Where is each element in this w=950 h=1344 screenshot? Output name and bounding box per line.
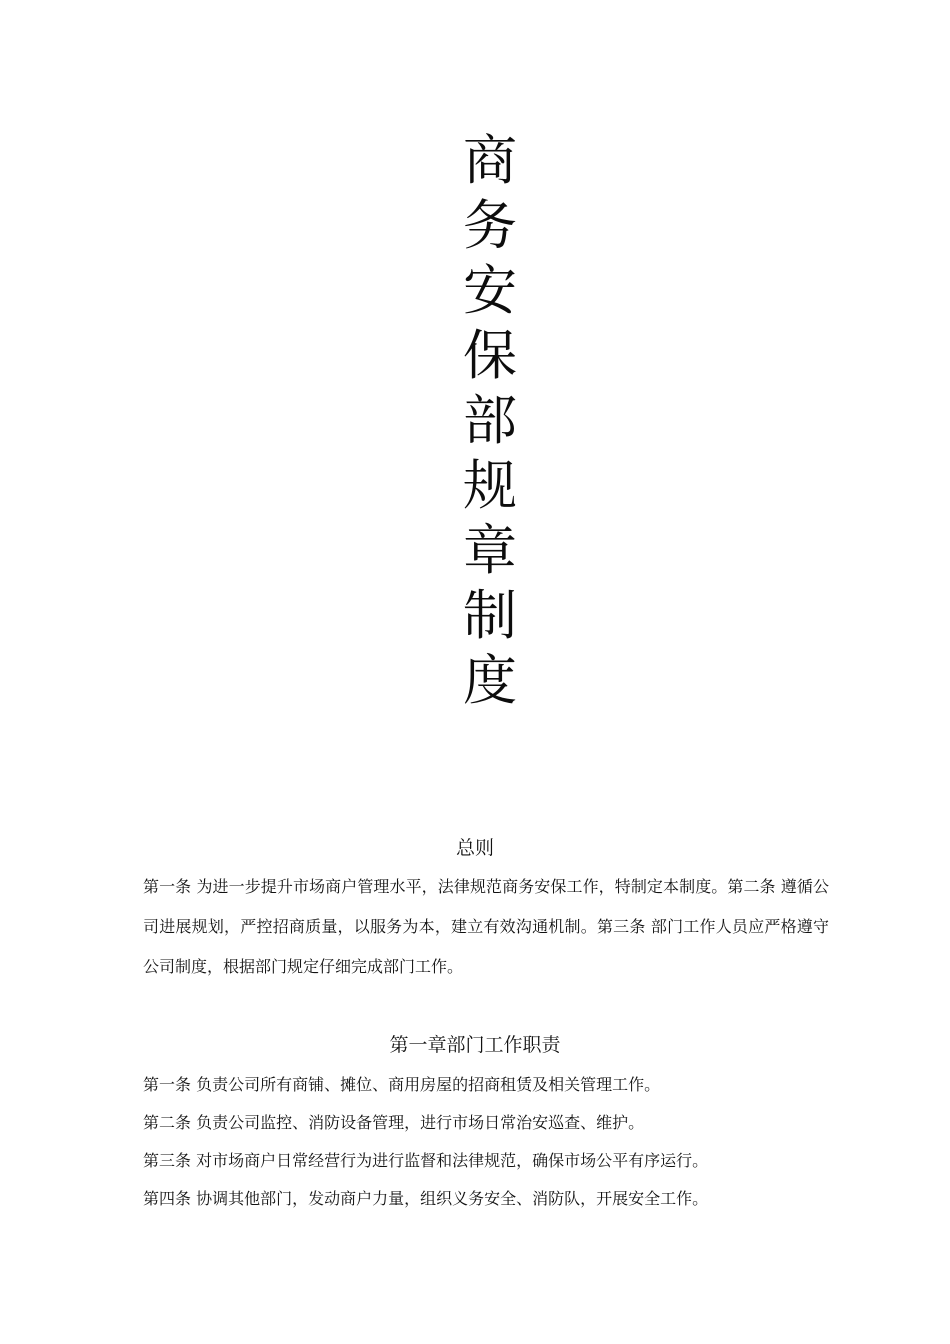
article-item: 第二条 负责公司监控、消防设备管理，进行市场日常治安巡查、维护。 <box>143 1113 645 1132</box>
chapter-one-heading: 第一章部门工作职责 <box>389 1034 561 1056</box>
title-char: 商 <box>463 129 517 192</box>
title-char: 安 <box>463 259 517 322</box>
title-char: 章 <box>463 519 517 582</box>
title-char: 度 <box>463 649 517 712</box>
article-item: 第三条 对市场商户日常经营行为进行监督和法律规范，确保市场公平有序运行。 <box>143 1151 709 1170</box>
title-char: 部 <box>463 389 517 452</box>
title-char: 制 <box>463 584 517 647</box>
title-char: 保 <box>463 324 517 387</box>
general-provisions-heading: 总则 <box>455 837 494 859</box>
general-provisions-paragraph: 第一条 为进一步提升市场商户管理水平，法律规范商务安保工作，特制定本制度。第二条 遵循公司进展规划，严控招商质量，以服务为本，建立有效沟通机制。第三条 部门工作人员应严格遵守公司制度，根据部门规定仔细完成部门工作。 <box>143 877 829 976</box>
chapter-one-article-list <box>143 1066 843 1218</box>
title-char: 规 <box>463 454 517 517</box>
document-title <box>455 128 525 713</box>
article-item: 第四条 协调其他部门，发动商户力量，组织义务安全、消防队，开展安全工作。 <box>143 1189 709 1208</box>
article-item: 第一条 负责公司所有商铺、摊位、商用房屋的招商租赁及相关管理工作。 <box>143 1075 661 1094</box>
title-char: 务 <box>463 194 517 257</box>
